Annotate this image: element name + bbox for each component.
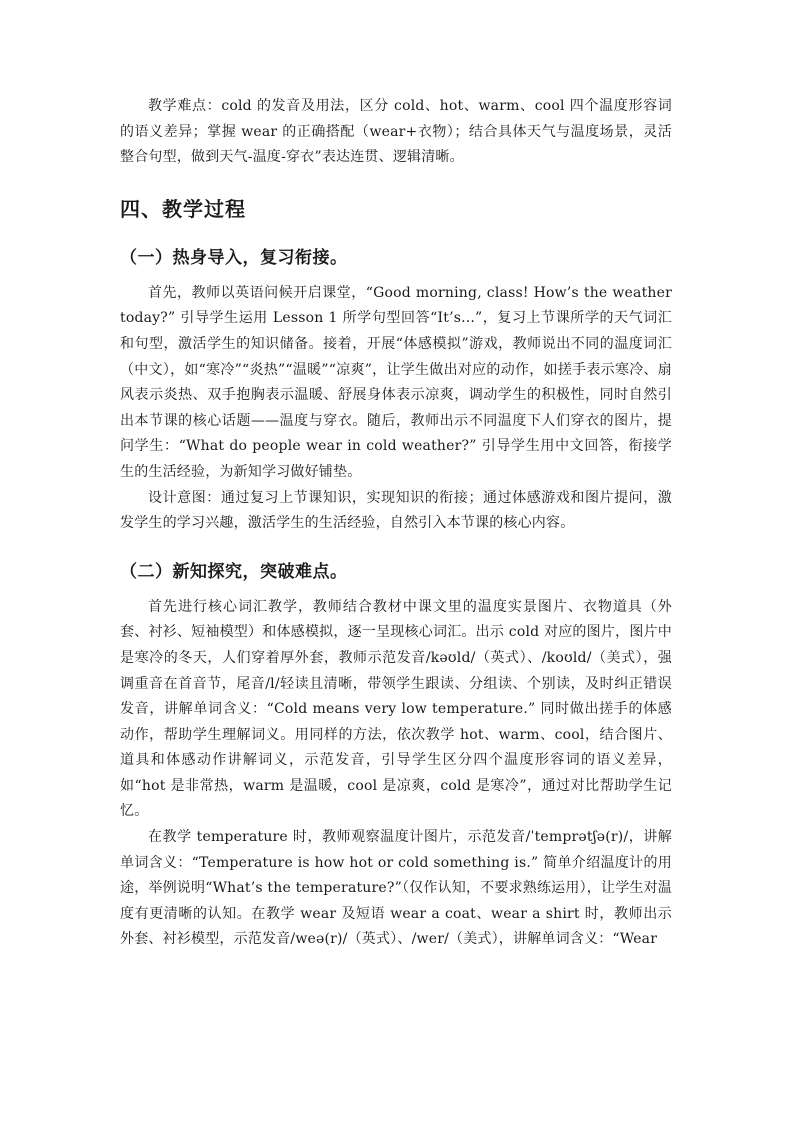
subsection-heading-explore: （二）新知探究，突破难点。	[120, 561, 348, 582]
section-heading-teaching-process: 四、教学过程	[120, 196, 246, 221]
design-intent-paragraph: 设计意图：通过复习上节课知识，实现知识的衔接；通过体感游戏和图片提问，激发学生的学习兴趣，激活学生的生活经验，自然引入本节课的核心内容。	[120, 489, 672, 532]
temperature-wear-paragraph: 在教学 temperature 时，教师观察温度计图片，示范发音/ˈtemprətʃə(r)/，讲解单词含义：“Temperature is how hot or cold something is.” 简单介绍温度计的用途，举例说明“What’s the temperature?”（仅作认知，不要求熟练运用），让学生对温度有更清晰的认知。在教学 wear 及短语 wear a coat、wear a shirt 时，教师出示外套、衬衫模型，示范发音/weə(r)/（英式）、/wer/（美式），讲解单词含义：“Wear	[120, 829, 672, 948]
teaching-difficulty-paragraph: 教学难点：cold 的发音及用法，区分 cold、hot、warm、cool 四个温度形容词的语义差异；掌握 wear 的正确搭配（wear+衣物）；结合具体天气与温度场景，灵活整合句型，做到天气-温度-穿衣”表达连贯、逻辑清晰。	[120, 98, 672, 166]
vocabulary-teaching-paragraph: 首先进行核心词汇教学，教师结合教材中课文里的温度实景图片、衣物道具（外套、衬衫、短袖模型）和体感模拟，逐一呈现核心词汇。出示 cold 对应的图片，图片中是寒冷的冬天，人们穿着厚外套，教师示范发音/kəʊld/（英式）、/koʊld/（美式），强调重音在首音节，尾音/l/轻读且清晰，带领学生跟读、分组读、个别读，及时纠正错误发音，讲解单词含义：“Cold means very low temperature.” 同时做出搓手的体感动作，帮助学生理解词义。用同样的方法，依次教学 hot、warm、cool，结合图片、道具和体感动作讲解词义，示范发音，引导学生区分四个温度形容词的语义差异，如“hot 是非常热，warm 是温暖，cool 是凉爽，cold 是寒冷”，通过对比帮助学生记忆。	[120, 598, 672, 820]
subsection-heading-warmup: （一）热身导入，复习衔接。	[120, 247, 348, 268]
document-page	[120, 94, 672, 953]
warmup-paragraph: 首先，教师以英语问候开启课堂，“Good morning, class! How’s the weather today?” 引导学生运用 Lesson 1 所学句型回答“It’s...”，复习上节课所学的天气词汇和句型，激活学生的知识储备。接着，开展“体感模拟”游戏，教师说出不同的温度词汇（中文），如“寒冷”“炎热”“温暖”“凉爽”，让学生做出对应的动作，如搓手表示寒冷、扇风表示炎热、双手抱胸表示温暖、舒展身体表示凉爽，调动学生的积极性，同时自然引出本节课的核心话题——温度与穿衣。随后，教师出示不同温度下人们穿衣的图片，提问学生：“What do people wear in cold weather?” 引导学生用中文回答，衔接学生的生活经验，为新知学习做好铺垫。	[120, 284, 672, 480]
